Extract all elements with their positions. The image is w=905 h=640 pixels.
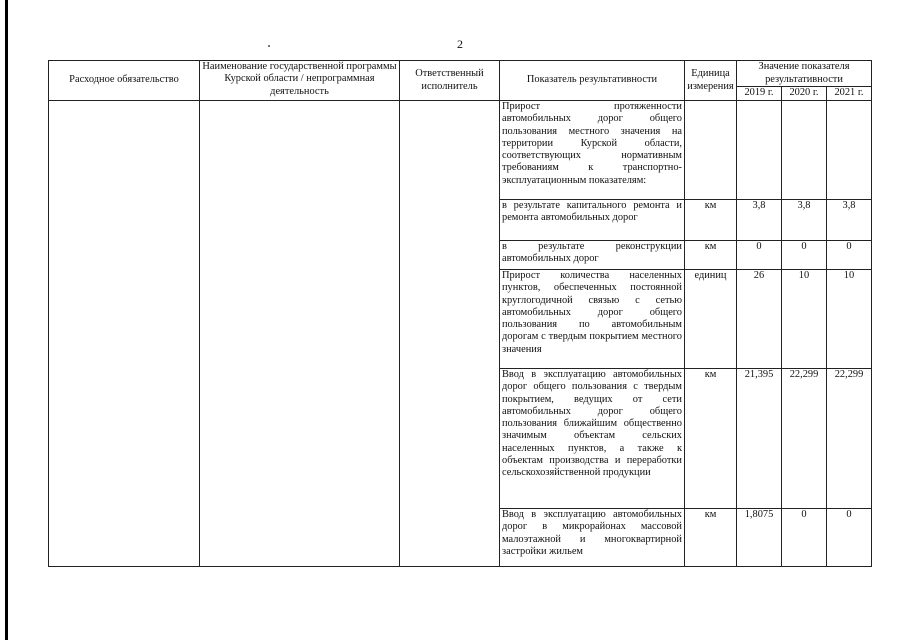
value-2021-cell: 0: [827, 241, 872, 270]
unit-cell: км: [685, 241, 737, 270]
header-year-2021: 2021 г.: [827, 87, 872, 101]
unit-cell: км: [685, 200, 737, 241]
indicator-cell: в результате капитального ремонта и ремонта автомобильных дорог: [500, 200, 685, 241]
indicator-cell: Ввод в эксплуатацию автомобильных дорог общего пользования с твердым покрытием, ведущих от сети автомобильных дорог общего пользования ближайшим общественно значимым объектам сельских населенных пунктов, а также к объектам производства и переработки сельскохозяйственной продукции: [500, 369, 685, 509]
value-2021-cell: 0: [827, 509, 872, 567]
value-2019-cell: [737, 101, 782, 200]
header-year-2020: 2020 г.: [782, 87, 827, 101]
unit-cell: км: [685, 509, 737, 567]
header-indicator: Показатель результативности: [500, 61, 685, 101]
program-cell: [200, 101, 400, 567]
value-2019-cell: 21,395: [737, 369, 782, 509]
value-2020-cell: 0: [782, 509, 827, 567]
value-2021-cell: [827, 101, 872, 200]
unit-cell: единиц: [685, 270, 737, 369]
value-2021-cell: 10: [827, 270, 872, 369]
value-2021-cell: 3,8: [827, 200, 872, 241]
unit-cell: [685, 101, 737, 200]
indicator-cell: Ввод в эксплуатацию автомобильных дорог в микрорайонах массовой малоэтажной и многоквартирной застройки жильем: [500, 509, 685, 567]
value-2019-cell: 1,8075: [737, 509, 782, 567]
scan-dot: [268, 45, 270, 47]
obligation-cell: [49, 101, 200, 567]
executor-cell: [400, 101, 500, 567]
value-2020-cell: 0: [782, 241, 827, 270]
indicator-cell: Прирост протяженности автомобильных дорог общего пользования местного значения на территории Курской области, соответствующих нормативным требованиям к транспортно-эксплуатационным показателям:: [500, 101, 685, 200]
value-2020-cell: 10: [782, 270, 827, 369]
header-program: Наименование государственной программы Курской области / непрограммная деятельность: [200, 61, 400, 101]
value-2021-cell: 22,299: [827, 369, 872, 509]
value-2019-cell: 3,8: [737, 200, 782, 241]
indicator-cell: в результате реконструкции автомобильных дорог: [500, 241, 685, 270]
header-unit: Единица измерения: [685, 61, 737, 101]
left-margin-line: [5, 0, 8, 640]
table-row: [49, 101, 872, 200]
value-2020-cell: 22,299: [782, 369, 827, 509]
indicator-cell: Прирост количества населенных пунктов, обеспеченных постоянной круглогодичной связью с сетью автомобильных дорог общего пользования по автомобильным дорогам с твердым покрытием местного значения: [500, 270, 685, 369]
value-2020-cell: 3,8: [782, 200, 827, 241]
value-2019-cell: 26: [737, 270, 782, 369]
header-obligation: Расходное обязательство: [49, 61, 200, 101]
page-number: 2: [457, 37, 463, 51]
unit-cell: км: [685, 369, 737, 509]
header-executor: Ответственный исполнитель: [400, 61, 500, 101]
header-year-2019: 2019 г.: [737, 87, 782, 101]
header-value-group: Значение показателя результативности: [737, 61, 872, 87]
indicators-table: [48, 60, 872, 567]
value-2020-cell: [782, 101, 827, 200]
value-2019-cell: 0: [737, 241, 782, 270]
